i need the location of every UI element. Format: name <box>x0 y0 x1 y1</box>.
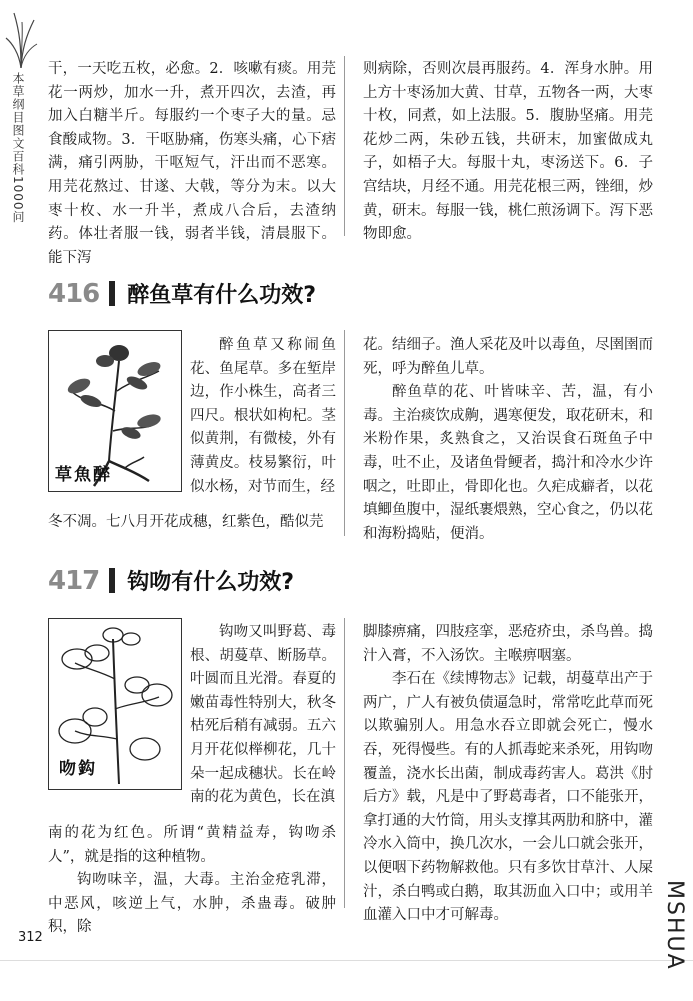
zuiyucao-illustration-label: 草魚醉 <box>55 465 112 485</box>
section-417-intro: 钩吻又叫野葛、毒根、胡蔓草、断肠草。叶圆而且光滑。春夏的嫩苗毒性特别大，秋冬枯死后稍有减弱。五六月开花似榉柳花，几十朵一起成穗状。长在岭南的花为黄色，长在滇 <box>190 624 336 806</box>
section-417-right-p1: 脚膝痹痛，四肢痉挛，恶疮疥虫，杀鸟兽。捣汁入膏，不入汤饮。主喉痹咽塞。 <box>363 624 653 664</box>
section-417-number: 417 <box>48 565 100 596</box>
sidebar-grass-icon <box>4 8 38 68</box>
column-divider-416 <box>344 330 345 536</box>
section-416-number: 416 <box>48 278 100 309</box>
section-416-title: 醉鱼草有什么功效? <box>127 283 317 308</box>
section-417-heading <box>48 565 294 596</box>
section-417-intro-tail: 南的花为红色。所谓“黄精益寿，钩吻杀人”，就是指的这种植物。 <box>48 825 336 865</box>
top-left-text: 干，一天吃五枚，必愈。2．咳嗽有痰。用芫花一两炒，加水一升，煮开四次，去渣，再加入白糖半斤。每服约一个枣子大的量。忌食酸咸物。3．干呕胁痛，伤寒头痛，心下痞满，痛引两胁，干呕短气，汗出而不恶寒。用芫花熬过、甘遂、大戟，等分为末。以大枣十枚、水一升半，煮成八合后，去渣纳药。体壮者服一钱，弱者半钱，清晨服下。能下泻 <box>48 61 336 266</box>
section-416-bar <box>109 281 115 306</box>
column-divider-417 <box>344 618 345 908</box>
section-417-right <box>363 621 653 928</box>
section-417-title: 钩吻有什么功效? <box>127 570 295 595</box>
section-416-intro: 醉鱼草又称闹鱼花、鱼尾草。多在堑岸边，作小株生，高者三四尺。根状如枸杞。茎似黄荆，有微棱，外有薄黄皮。枝易繁衍，叶似水杨，对节而生，经 <box>190 337 336 495</box>
watermark: MSHUA <box>662 880 687 971</box>
footer-rule <box>0 960 693 961</box>
gouwen-illustration <box>48 618 182 790</box>
section-417-right-p2: 李石在《续博物志》记载，胡蔓草出产于两广，广人有被负债逼急时，常常吃此草而死以欺骗别人。用急水吞立即就会死亡，慢水吞，死得慢些。有的人抓毒蛇来杀死，用钩吻覆盖，浇水长出菌，制成毒药害人。葛洪《肘后方》载，凡是中了野葛毒者，口不能张开，拿打通的大竹筒，用头支撑其两肋和脐中，灌冷水入筒中，换几次水，一会儿口就会张开，以便咽下药物解救他。只有多饮甘草汁、人屎汁，杀白鸭或白鹅，取其沥血入口中；或用羊血灌入口中才可解毒。 <box>363 671 653 924</box>
page-number: 312 <box>18 930 43 945</box>
section-416-right-p2: 醉鱼草的花、叶皆味辛、苦，温，有小毒。主治痰饮成齁，遇寒便发，取花研末，和米粉作果，炙熟食之，又治误食石斑鱼子中毒，吐不止，及诸鱼骨鲠者，捣汁和冷水少许咽之，吐即止，骨即化也。久疟成癖者，以花填鲫鱼腹中，湿纸裹煨熟，空心食之，仍以花和海粉捣贴，便消。 <box>363 384 653 542</box>
section-416-heading <box>48 278 316 309</box>
book-title-vertical: 本草纲目图文百科1000问 <box>11 72 25 224</box>
column-divider-top <box>344 56 345 236</box>
section-417-left-rest <box>48 822 336 940</box>
zuiyucao-illustration <box>48 330 182 492</box>
gouwen-illustration-label: 吻鈎 <box>59 759 97 779</box>
section-417-bar <box>109 568 115 593</box>
section-417-left-p2: 钩吻味辛，温，大毒。主治金疮乳滞，中恶风，咳逆上气，水肿，杀蛊毒。破肿积，除 <box>48 872 336 936</box>
top-right-text: 则病除，否则次晨再服药。4．浑身水肿。用上方十枣汤加大黄、甘草，五物各一两，大枣十枚，同煮，如上法服。5．腹胁坚痛。用芫花炒二两，朱砂五钱，共研末，加蜜做成丸子，如梧子大。每服十丸，枣汤送下。6．子宫结块，月经不通。用芫花根三两，锉细，炒黄，研末。每服一钱，桃仁煎汤调下。泻下恶物即愈。 <box>363 61 653 243</box>
section-416-right-p1: 花。结细子。渔人采花及叶以毒鱼，尽圉圉而死，呼为醉鱼儿草。 <box>363 337 653 377</box>
section-416-intro-tail: 冬不凋。七八月开花成穗，红紫色，酷似芫 <box>48 514 324 530</box>
section-416-right <box>363 334 653 546</box>
